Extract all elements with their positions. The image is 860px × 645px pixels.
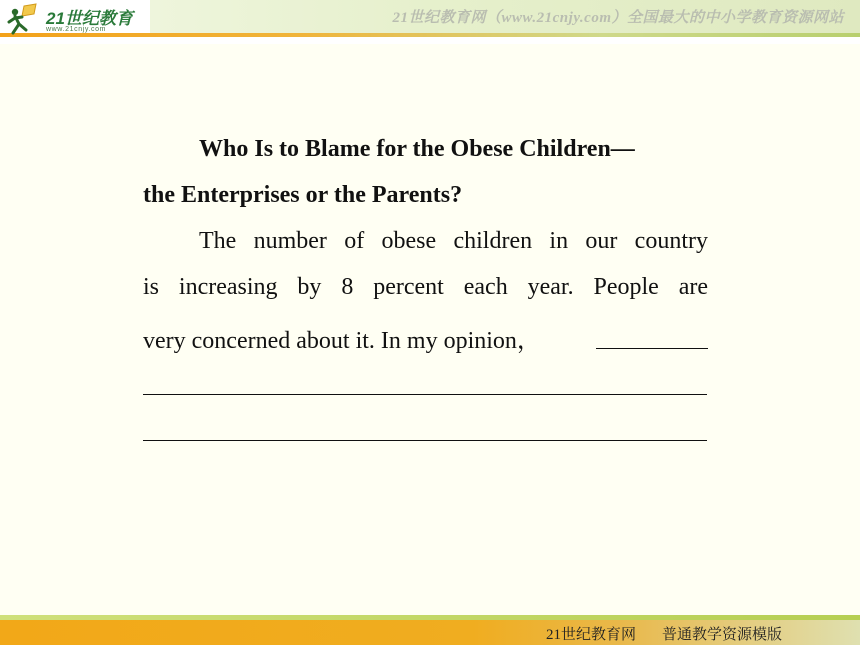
passage-body-line-2: is increasing by 8 percent each year. People are [143,274,708,300]
site-logo[interactable] [6,2,146,38]
footer-site-name: 21世纪教育网 [546,627,637,643]
answer-blank-line-2[interactable] [143,440,707,441]
passage-title-line-1: Who Is to Blame for the Obese Children— [199,136,635,162]
header-bar [0,0,860,44]
answer-blank-inline[interactable] [596,348,708,349]
site-title: 21世纪教育网（www.21cnjy.com）全国最大的中小学教育资源网站 [392,10,844,26]
passage-body-line-1: The number of obese children in our country [199,228,708,254]
footer-template-name: 普通教学资源模版 [662,627,783,643]
passage-body-line-3: very concerned about it. In my opinion， [143,328,541,354]
passage-title-line-2: the Enterprises or the Parents? [143,182,463,208]
logo-url: www.21cnjy.com [46,26,107,33]
footer-caption [546,623,782,644]
running-figure-icon [6,2,46,38]
answer-blank-line-1[interactable] [143,394,707,395]
logo-text: 21世纪教育 [46,9,133,28]
